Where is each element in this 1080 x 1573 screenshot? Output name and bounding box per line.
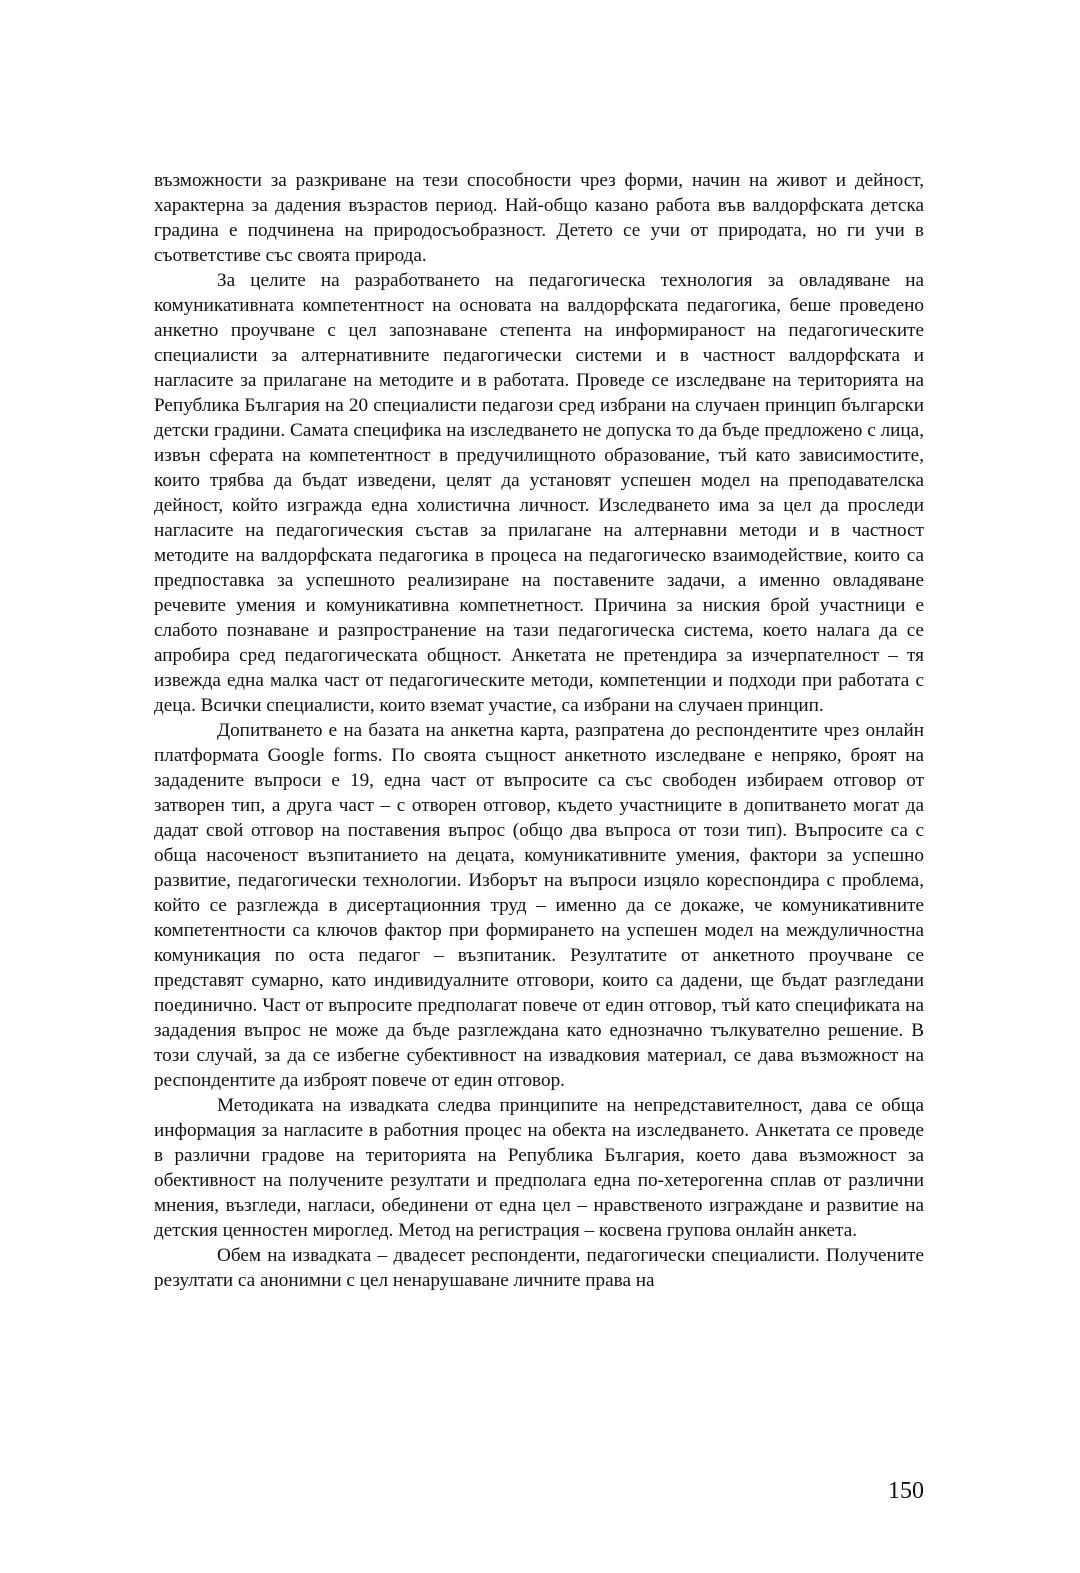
body-text [154, 168, 924, 1293]
paragraph-3: Допитването е на базата на анкетна карта, разпратена до респондентите чрез онлайн платформата Google forms. По своята същност анкетното изследване е непряко, броят на зададените въпроси е 19, една част от въпросите са със свободен избираем отговор от затворен тип, а друга част – с отворен отговор, където участниците в допитването могат да дадат свой отговор на поставения въпрос (общо два въпроса от този тип). Въпросите са с обща насоченост възпитанието на децата, комуникативните умения, фактори за успешно развитие, педагогически технологии. Изборът на въпроси изцяло кореспондира с проблема, който се разглежда в дисертационния труд – именно да се докаже, че комуникативните компетентности са ключов фактор при формирането на успешен модел на междуличностна комуникация по оста педагог – възпитаник. Резултатите от анкетното проучване се представят сумарно, като индивидуалните отговори, които са дадени, ще бъдат разгледани поединично. Част от въпросите предполагат повече от един отговор, тъй като спецификата на зададения въпрос не може да бъде разглеждана като еднозначно тълкувателно решение. В този случай, за да се избегне субективност на извадковия материал, се дава възможност на респондентите да изброят повече от един отговор. [154, 720, 924, 1091]
paragraph-2: За целите на разработването на педагогическа технология за овладяване на комуникативната компетентност на основата на валдорфската педагогика, беше проведено анкетно проучване с цел запознаване степента на информираност на педагогическите специалисти за алтернативните педагогически системи и в частност валдорфската и нагласите за прилагане на методите и в работата. Проведе се изследване на територията на Република България на 20 специалисти педагози сред избрани на случаен принцип български детски градини. Самата специфика на изследването не допуска то да бъде предложено с лица, извън сферата на компетентност в предучилищното образование, тъй като зависимостите, които трябва да бъдат изведени, целят да установят успешен модел на преподавателска дейност, който изгражда една холистична личност. Изследването има за цел да проследи нагласите на педагогическия състав за прилагане на алтернавни методи и в частност методите на валдорфската педагогика в процеса на педагогическо взаимодействие, които са предпоставка за успешното реализиране на поставените задачи, а именно овладяване речевите умения и комуникативна компетнетност. Причина за ниския брой участници е слабото познаване и разпространение на тази педагогическа система, което налага да се апробира сред педагогическата общност. Анкетата не претендира за изчерпателност – тя извежда една малка част от педагогическите методи, компетенции и подходи при работата с деца. Всички специалисти, които вземат участие, са избрани на случаен принцип. [154, 270, 924, 716]
paragraph-4: Методиката на извадката следва принципите на непредставителност, дава се обща информация за нагласите в работния процес на обекта на изследването. Анкетата се проведе в различни градове на територията на Република България, което дава възможност за обективност на получените резултати и предполага една по-хетерогенна сплав от различни мнения, възгледи, нагласи, обединени от една цел – нравственото изграждане и развитие на детския ценностен мироглед. Метод на регистрация – косвена групова онлайн анкета. [154, 1095, 924, 1241]
paragraph-5: Обем на извадката – двадесет респонденти, педагогически специалисти. Получените резултати са анонимни с цел ненарушаване личните права на [154, 1245, 924, 1291]
paragraph-1: възможности за разкриване на тези способности чрез форми, начин на живот и дейност, характерна за дадения възрастов период. Най-общо казано работа във валдорфската детска градина е подчинена на природосъобразност. Детето се учи от природата, но ги учи в съответстиве със своята природа. [154, 170, 924, 266]
page-number: 150 [888, 1478, 924, 1504]
